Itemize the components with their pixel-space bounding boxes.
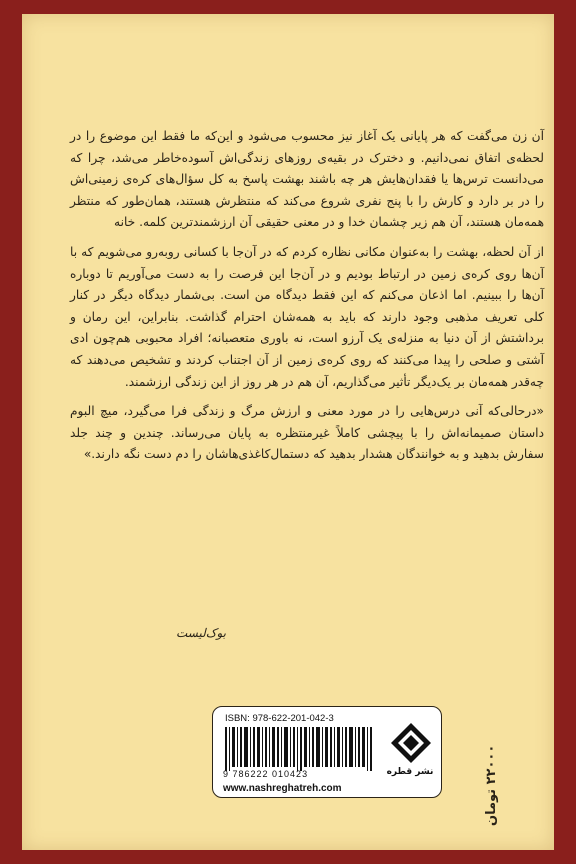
review-quote: «درحالی‌که آنی درس‌هایی را در مورد معنی و ارزش مرگ و زندگی فرا می‌گیرد، میچ البوم داستان صمیمانه‌اش را با پیچشی کاملاً غیرمنتظره به پایان می‌رساند. چندین و چند جلد سفارش بدهید و به خوانندگان هشدار بدهید که دستمال‌کاغذی‌هاشان را دم دست نگه دارند.» [70,404,544,462]
isbn-text: ISBN: 978-622-201-042-3 [225,713,334,724]
barcode-panel [212,706,442,798]
barcode-digits: 9 786222 010423 [223,769,309,779]
barcode-icon [225,727,375,771]
publisher-website: www.nashreghatreh.com [223,783,342,794]
publisher-name: نشر قطره [386,767,434,777]
review-source: بوک‌لیست [175,626,226,640]
paragraph-1: آن زن می‌گفت که هر پایانی یک آغاز نیز محسوب می‌شود و این‌که ما فقط این موضوع را در لحظه‌ی اتفاق نمی‌دانیم. و دخترک در بقیه‌ی روزهای زندگی‌اش آسوده‌خاطر می‌شد، چرا که می‌دانست ترس‌ها یا فقدان‌هایش هر چه باشند بهشت پاسخ به کل سؤال‌های کره‌ی زمینی‌اش را در بر دارد و کارش را با پنج نفری شروع می‌کند که منتظرش هستند، همان‌طور که منتظر همه‌مان هستند، آن هم زیر چشمان خدا و در معنی حقیقی آن ارزشمندترین کلمه. خانه [70,129,544,230]
paragraph-2: از آن لحظه، بهشت را به‌عنوان مکانی نظاره کردم که در آن‌جا با کسانی روبه‌رو می‌شویم که با آن‌ها روی کره‌ی زمین در ارتباط بودیم و در آن‌جا این فرصت را به دست می‌آوریم تا دوباره آن‌ها را ببینیم. اما اذعان می‌کنم که این فقط دیدگاه من است. بی‌شمار دیدگاه دیگر در کنار کلی تعریف مذهبی وجود دارند که باید به همه‌شان احترام گذاشت. بنابراین، این رمان و برداشتش از آن دنیا به منزله‌ی یک آرزو است، نه باوری متعصبانه؛ افراد محبوبی هم‌چون ادی آشتی و صلحی را پیدا می‌کنند که روی کره‌ی زمین از آن اجتناب کردند و تشخیص می‌دهند که چه‌قدر همه‌مان بر یک‌دیگر تأثیر می‌گذاریم، آن هم در هر روز از این زندگی ارزشمند. [70,244,544,389]
publisher-logo-icon [389,721,433,765]
blurb-text [70,126,544,474]
price-label: ۲۲۰۰۰ تومان [484,744,499,826]
